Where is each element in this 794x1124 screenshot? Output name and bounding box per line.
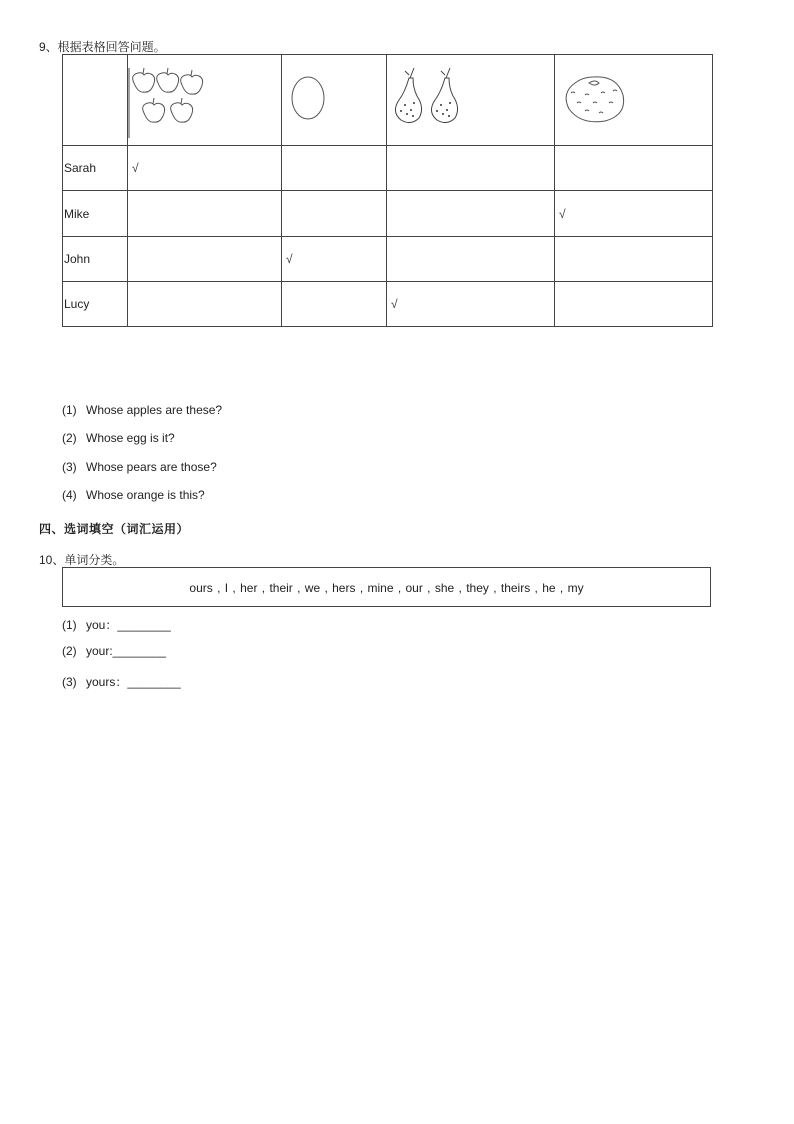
checkmark-cell: [128, 236, 282, 281]
sub-question-number: (3): [62, 460, 77, 474]
fill-item-number: (2): [62, 644, 77, 658]
checkmark-cell: √: [128, 146, 282, 191]
fill-item-text: you：________: [86, 618, 171, 632]
egg-header-cell: [282, 55, 387, 146]
table-row-sarah: [63, 146, 713, 191]
sub-question-number: (1): [62, 403, 77, 417]
checkmark-cell: [282, 191, 387, 236]
table-row-john: [63, 236, 713, 281]
checkmark-cell: [555, 281, 713, 326]
apples-header-cell: [128, 55, 282, 146]
sub-question-3: [62, 460, 217, 474]
sub-question-text: Whose apples are these?: [86, 403, 223, 417]
checkmark-cell: [282, 146, 387, 191]
checkmark-cell: √: [387, 281, 555, 326]
fill-item-number: (1): [62, 618, 77, 632]
fruit-ownership-table: [62, 54, 713, 327]
sub-question-number: (4): [62, 488, 77, 502]
fill-item-1: [62, 616, 171, 633]
egg-icon: [282, 63, 342, 138]
row-name-lucy: Lucy: [63, 281, 128, 326]
row-name-sarah: Sarah: [63, 146, 128, 191]
checkmark-cell: [555, 236, 713, 281]
checkmark-cell: [387, 146, 555, 191]
checkmark-cell: [387, 236, 555, 281]
sub-question-number: (2): [62, 431, 77, 445]
fill-item-3: [62, 673, 181, 690]
checkmark-cell: [128, 191, 282, 236]
table-row-lucy: [63, 281, 713, 326]
checkmark-cell: √: [555, 191, 713, 236]
orange-header-cell: [555, 55, 713, 146]
table-row-mike: [63, 191, 713, 236]
word-bank-text: ours , I , her , their , we , hers , mine , our , she , they , theirs , he , my: [189, 581, 584, 595]
checkmark-cell: √: [282, 236, 387, 281]
apples-icon: [128, 63, 218, 138]
question-9-heading: 9、根据表格回答问题。: [39, 40, 166, 54]
table-header-row: [63, 55, 713, 146]
sub-question-text: Whose orange is this?: [86, 488, 205, 502]
fill-item-text: your:________: [86, 644, 167, 658]
checkmark-cell: [387, 191, 555, 236]
question-10-heading: 10、单词分类。: [39, 553, 125, 567]
orange-icon: [555, 63, 645, 138]
pears-header-cell: [387, 55, 555, 146]
row-name-mike: Mike: [63, 191, 128, 236]
empty-corner-cell: [63, 55, 128, 146]
row-name-john: John: [63, 236, 128, 281]
sub-question-text: Whose pears are those?: [86, 460, 217, 474]
fill-item-number: (3): [62, 675, 77, 689]
checkmark-cell: [282, 281, 387, 326]
pears-icon: [387, 63, 487, 138]
sub-question-text: Whose egg is it?: [86, 431, 175, 445]
checkmark-cell: [128, 281, 282, 326]
section-4-title: 四、选词填空（词汇运用）: [39, 522, 190, 536]
fill-item-2: [62, 644, 166, 658]
sub-question-2: [62, 431, 175, 445]
sub-question-4: [62, 488, 205, 502]
word-bank-box: [62, 567, 711, 607]
fill-item-text: yours：________: [86, 675, 181, 689]
checkmark-cell: [555, 146, 713, 191]
sub-question-1: [62, 403, 222, 417]
